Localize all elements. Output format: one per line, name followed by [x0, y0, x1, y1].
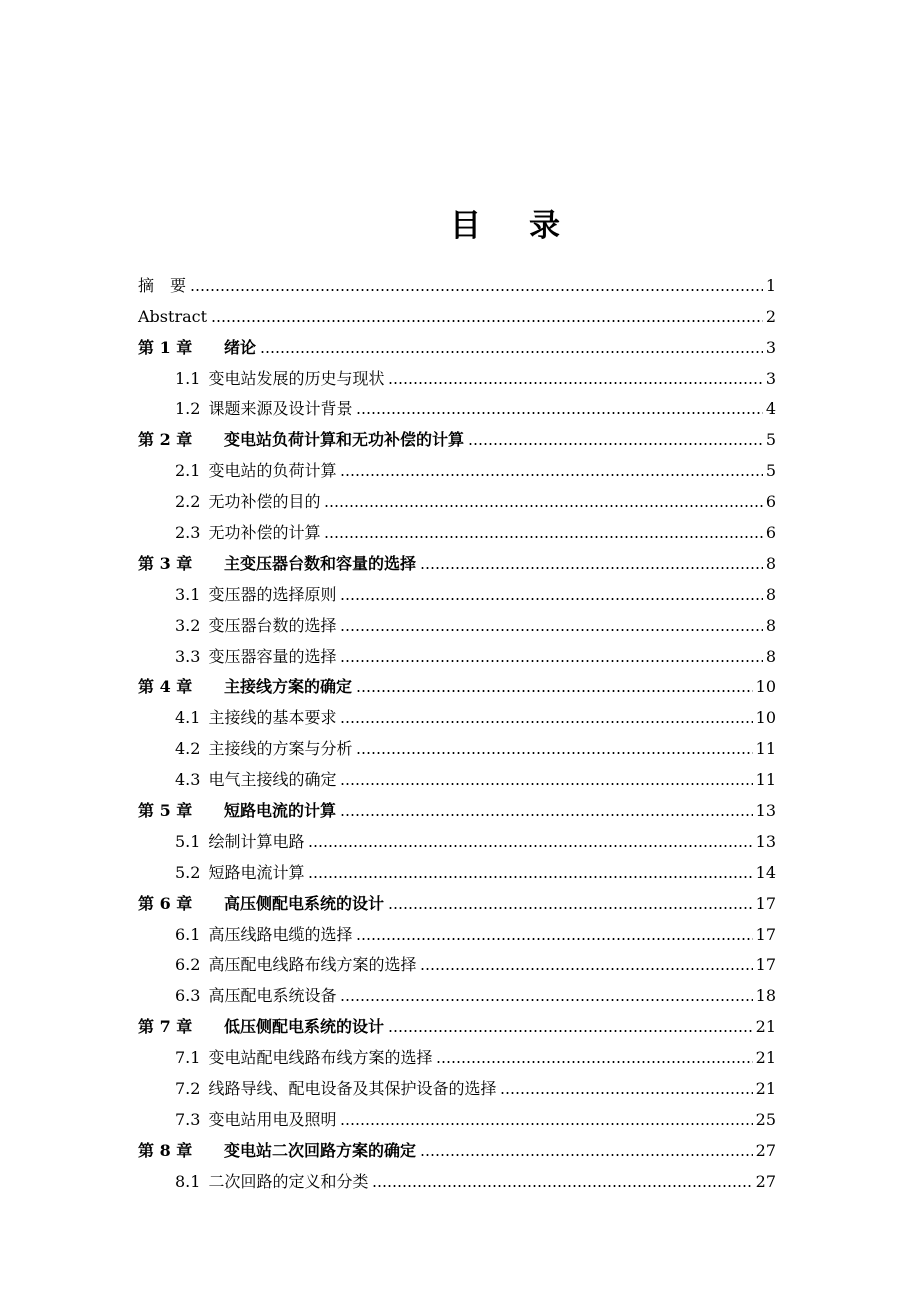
entry-label: 6.2 — [175, 955, 201, 975]
toc-section-entry[interactable] — [138, 914, 776, 945]
toc-section-entry[interactable] — [138, 605, 776, 636]
page-number: 17 — [755, 924, 776, 944]
entry-label: 1.1 — [175, 368, 201, 388]
entry-label: 4.1 — [175, 708, 201, 728]
entry-title: 变电站配电线路布线方案的选择 — [208, 1048, 433, 1068]
toc-section-entry[interactable] — [138, 821, 776, 852]
entry-title: 课题来源及设计背景 — [208, 399, 353, 419]
entry-label: Abstract — [138, 306, 208, 326]
page-number: 25 — [755, 1109, 776, 1129]
entry-title: 无功补偿的计算 — [208, 523, 321, 543]
page-number: 11 — [755, 739, 776, 759]
toc-section-entry[interactable] — [138, 636, 776, 667]
entry-title: 变压器台数的选择 — [208, 615, 337, 635]
toc-section-entry[interactable] — [138, 358, 776, 389]
toc-chapter-entry[interactable] — [138, 419, 776, 450]
entry-label: 5.1 — [175, 831, 201, 851]
toc-section-entry[interactable] — [138, 450, 776, 481]
page-number: 11 — [755, 770, 776, 790]
entry-label: 3.3 — [175, 646, 201, 666]
entry-title: 变压器容量的选择 — [208, 646, 337, 666]
entry-title: 主变压器台数和容量的选择 — [224, 553, 417, 573]
toc-section-entry[interactable] — [138, 389, 776, 420]
dot-leader — [420, 554, 763, 574]
page-number: 1 — [765, 275, 776, 295]
entry-label: 第 8 章 — [138, 1140, 193, 1160]
entry-label: 第 1 章 — [138, 337, 193, 357]
entry-title: 主接线的方案与分析 — [208, 739, 353, 759]
toc-section-entry[interactable] — [138, 728, 776, 759]
entry-label: 第 2 章 — [138, 430, 193, 450]
entry-title: 变电站用电及照明 — [208, 1109, 337, 1129]
table-of-contents — [138, 265, 776, 1192]
entry-title: 高压配电线路布线方案的选择 — [208, 955, 417, 975]
page-number: 5 — [765, 461, 776, 481]
entry-label: 3.2 — [175, 615, 201, 635]
page-number: 6 — [765, 492, 776, 512]
dot-leader — [468, 430, 763, 450]
entry-label: 2.1 — [175, 461, 201, 481]
entry-label: 3.1 — [175, 584, 201, 604]
entry-title: 绪论 — [224, 337, 257, 357]
page-number: 10 — [755, 677, 776, 697]
dot-leader — [211, 307, 763, 327]
page-number: 18 — [755, 986, 776, 1006]
entry-label: 8.1 — [175, 1171, 201, 1191]
page-number: 8 — [765, 646, 776, 666]
entry-label: 第 6 章 — [138, 893, 193, 913]
dot-leader — [356, 739, 752, 759]
toc-section-entry[interactable] — [138, 975, 776, 1006]
page-number: 3 — [765, 368, 776, 388]
entry-label: 摘 要 — [138, 275, 187, 295]
dot-leader — [388, 894, 753, 914]
dot-leader — [324, 523, 762, 543]
dot-leader — [388, 369, 762, 389]
toc-section-entry[interactable] — [138, 697, 776, 728]
toc-chapter-entry[interactable] — [138, 327, 776, 358]
toc-section-entry[interactable] — [138, 852, 776, 883]
page-number: 21 — [755, 1079, 776, 1099]
entry-title: 变压器的选择原则 — [208, 584, 337, 604]
entry-title: 变电站二次回路方案的确定 — [224, 1140, 417, 1160]
entry-label: 2.3 — [175, 523, 201, 543]
entry-label: 2.2 — [175, 492, 201, 512]
toc-section-entry[interactable] — [138, 759, 776, 790]
title-char-2: 录 — [529, 208, 560, 244]
page-number: 21 — [755, 1017, 776, 1037]
page-number: 10 — [755, 708, 776, 728]
page-number: 3 — [765, 337, 776, 357]
dot-leader — [340, 801, 753, 821]
dot-leader — [356, 677, 753, 697]
entry-title: 主接线方案的确定 — [224, 677, 353, 697]
entry-label: 第 5 章 — [138, 801, 193, 821]
entry-title: 变电站负荷计算和无功补偿的计算 — [224, 430, 465, 450]
toc-section-entry[interactable] — [138, 481, 776, 512]
entry-title: 变电站发展的历史与现状 — [208, 368, 385, 388]
page-number: 27 — [755, 1171, 776, 1191]
entry-label: 第 3 章 — [138, 553, 193, 573]
entry-title: 主接线的基本要求 — [208, 708, 337, 728]
entry-label: 7.3 — [175, 1109, 201, 1129]
page-number: 17 — [755, 893, 776, 913]
dot-leader — [340, 1110, 752, 1130]
dot-leader — [500, 1079, 752, 1099]
entry-title: 变电站的负荷计算 — [208, 461, 337, 481]
page-number: 21 — [755, 1048, 776, 1068]
dot-leader — [340, 616, 762, 636]
toc-section-entry[interactable] — [138, 1037, 776, 1068]
dot-leader — [308, 863, 752, 883]
page-number: 14 — [755, 862, 776, 882]
page-title — [0, 200, 920, 245]
entry-label: 4.3 — [175, 770, 201, 790]
page-number: 4 — [765, 399, 776, 419]
dot-leader — [356, 925, 752, 945]
entry-title: 短路电流的计算 — [224, 801, 337, 821]
dot-leader — [372, 1172, 752, 1192]
toc-section-entry[interactable] — [138, 945, 776, 976]
dot-leader — [308, 832, 752, 852]
entry-title: 高压配电系统设备 — [208, 986, 337, 1006]
title-char-1: 目 — [450, 208, 481, 244]
dot-leader — [340, 708, 752, 728]
page-number: 13 — [755, 831, 776, 851]
entry-title: 电气主接线的确定 — [208, 770, 337, 790]
toc-section-entry[interactable] — [138, 1099, 776, 1130]
toc-front-entry[interactable] — [138, 265, 776, 296]
toc-chapter-entry[interactable] — [138, 883, 776, 914]
dot-leader — [324, 492, 762, 512]
page-number: 5 — [765, 430, 776, 450]
toc-chapter-entry[interactable] — [138, 790, 776, 821]
dot-leader — [190, 276, 763, 296]
page-number: 8 — [765, 553, 776, 573]
toc-chapter-entry[interactable] — [138, 543, 776, 574]
entry-title: 高压线路电缆的选择 — [208, 924, 353, 944]
page-number: 8 — [765, 584, 776, 604]
dot-leader — [436, 1048, 752, 1068]
entry-label: 7.1 — [175, 1048, 201, 1068]
toc-section-entry[interactable] — [138, 1068, 776, 1099]
toc-front-entry[interactable] — [138, 296, 776, 327]
entry-title: 高压侧配电系统的设计 — [224, 893, 385, 913]
dot-leader — [420, 1141, 753, 1161]
entry-title: 短路电流计算 — [208, 862, 305, 882]
page-number: 2 — [765, 306, 776, 326]
dot-leader — [340, 770, 752, 790]
entry-label: 第 7 章 — [138, 1017, 193, 1037]
dot-leader — [340, 647, 762, 667]
entry-label: 6.3 — [175, 986, 201, 1006]
dot-leader — [388, 1017, 753, 1037]
toc-chapter-entry[interactable] — [138, 1006, 776, 1037]
entry-title: 低压侧配电系统的设计 — [224, 1017, 385, 1037]
entry-title: 二次回路的定义和分类 — [208, 1171, 369, 1191]
entry-label: 7.2 — [175, 1079, 201, 1099]
toc-chapter-entry[interactable] — [138, 667, 776, 698]
dot-leader — [340, 585, 762, 605]
entry-title: 绘制计算电路 — [208, 831, 305, 851]
dot-leader — [356, 399, 762, 419]
toc-section-entry[interactable] — [138, 1161, 776, 1192]
dot-leader — [260, 338, 763, 358]
entry-label: 4.2 — [175, 739, 201, 759]
dot-leader — [340, 986, 752, 1006]
toc-section-entry[interactable] — [138, 512, 776, 543]
page-number: 27 — [755, 1140, 776, 1160]
dot-leader — [420, 955, 752, 975]
toc-chapter-entry[interactable] — [138, 1130, 776, 1161]
entry-title: 线路导线、配电设备及其保护设备的选择 — [208, 1079, 497, 1099]
entry-label: 6.1 — [175, 924, 201, 944]
page-number: 17 — [755, 955, 776, 975]
entry-label: 1.2 — [175, 399, 201, 419]
entry-title: 无功补偿的目的 — [208, 492, 321, 512]
page-number: 13 — [755, 801, 776, 821]
page-number: 6 — [765, 523, 776, 543]
page-number: 8 — [765, 615, 776, 635]
entry-label: 第 4 章 — [138, 677, 193, 697]
dot-leader — [340, 461, 762, 481]
toc-section-entry[interactable] — [138, 574, 776, 605]
entry-label: 5.2 — [175, 862, 201, 882]
